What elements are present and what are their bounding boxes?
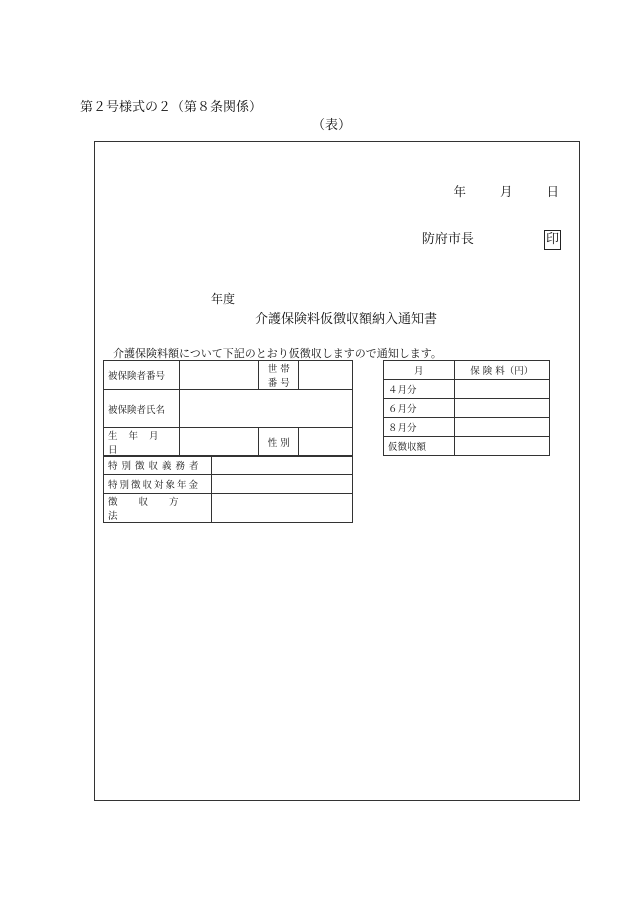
table-row: [384, 437, 550, 456]
sex-label: 性 別: [259, 428, 299, 457]
withholding-agent-label: 特別徴収義務者: [104, 456, 212, 475]
table-row: [104, 361, 353, 390]
day-label: 日: [546, 184, 559, 199]
birthdate-label: 生 年 月 日: [104, 428, 180, 457]
seal-mark: 印: [544, 230, 561, 250]
collection-method-label: 徴 収 方 法: [104, 494, 212, 523]
collection-method-value[interactable]: [211, 494, 352, 523]
date-line: [453, 182, 559, 200]
form-number: 第２号様式の２（第８条関係）: [80, 100, 263, 115]
table-row: [104, 456, 353, 475]
premium-table: [383, 360, 550, 456]
year-label: 年: [453, 184, 466, 199]
insured-name-label: 被保険者氏名: [104, 390, 180, 428]
table-row: [384, 361, 550, 380]
month-cell: 仮徴収額: [384, 437, 455, 456]
amount-cell[interactable]: [454, 380, 549, 399]
table-row: [384, 380, 550, 399]
table-row: [104, 475, 353, 494]
issuer-line: [422, 228, 561, 250]
withholding-table: [103, 455, 353, 523]
notice-frame: [94, 141, 580, 801]
insured-number-value[interactable]: [179, 361, 259, 390]
insured-number-label: 被保険者番号: [104, 361, 180, 390]
withholding-agent-value[interactable]: [211, 456, 352, 475]
intro-text: 介護保険料額について下記のとおり仮徴収しますので通知します。: [113, 347, 442, 360]
table-row: [104, 390, 353, 428]
insured-name-value[interactable]: [179, 390, 352, 428]
document-title: 介護保険料仮徴収額納入通知書: [255, 312, 438, 327]
month-column-header: 月: [384, 361, 455, 380]
table-row: [384, 418, 550, 437]
amount-cell[interactable]: [454, 399, 549, 418]
amount-cell[interactable]: [454, 418, 549, 437]
month-cell: ６月分: [384, 399, 455, 418]
amount-cell[interactable]: [454, 437, 549, 456]
table-row: [104, 494, 353, 523]
target-pension-value[interactable]: [211, 475, 352, 494]
insured-info-table: [103, 360, 353, 457]
month-cell: ８月分: [384, 418, 455, 437]
month-cell: ４月分: [384, 380, 455, 399]
side-label: （表）: [312, 118, 352, 133]
sex-value[interactable]: [299, 428, 353, 457]
issuer-name: 防府市長: [421, 232, 474, 247]
table-row: [384, 399, 550, 418]
premium-column-header: 保 険 料（円）: [454, 361, 549, 380]
table-row: [104, 428, 353, 457]
month-label: 月: [499, 184, 513, 199]
target-pension-label: 特別徴収対象年金: [104, 475, 212, 494]
birthdate-value[interactable]: [179, 428, 259, 457]
household-number-label: 世 帯 番 号: [259, 361, 299, 390]
household-number-value[interactable]: [299, 361, 353, 390]
fiscal-year-label: 年度: [211, 292, 236, 306]
